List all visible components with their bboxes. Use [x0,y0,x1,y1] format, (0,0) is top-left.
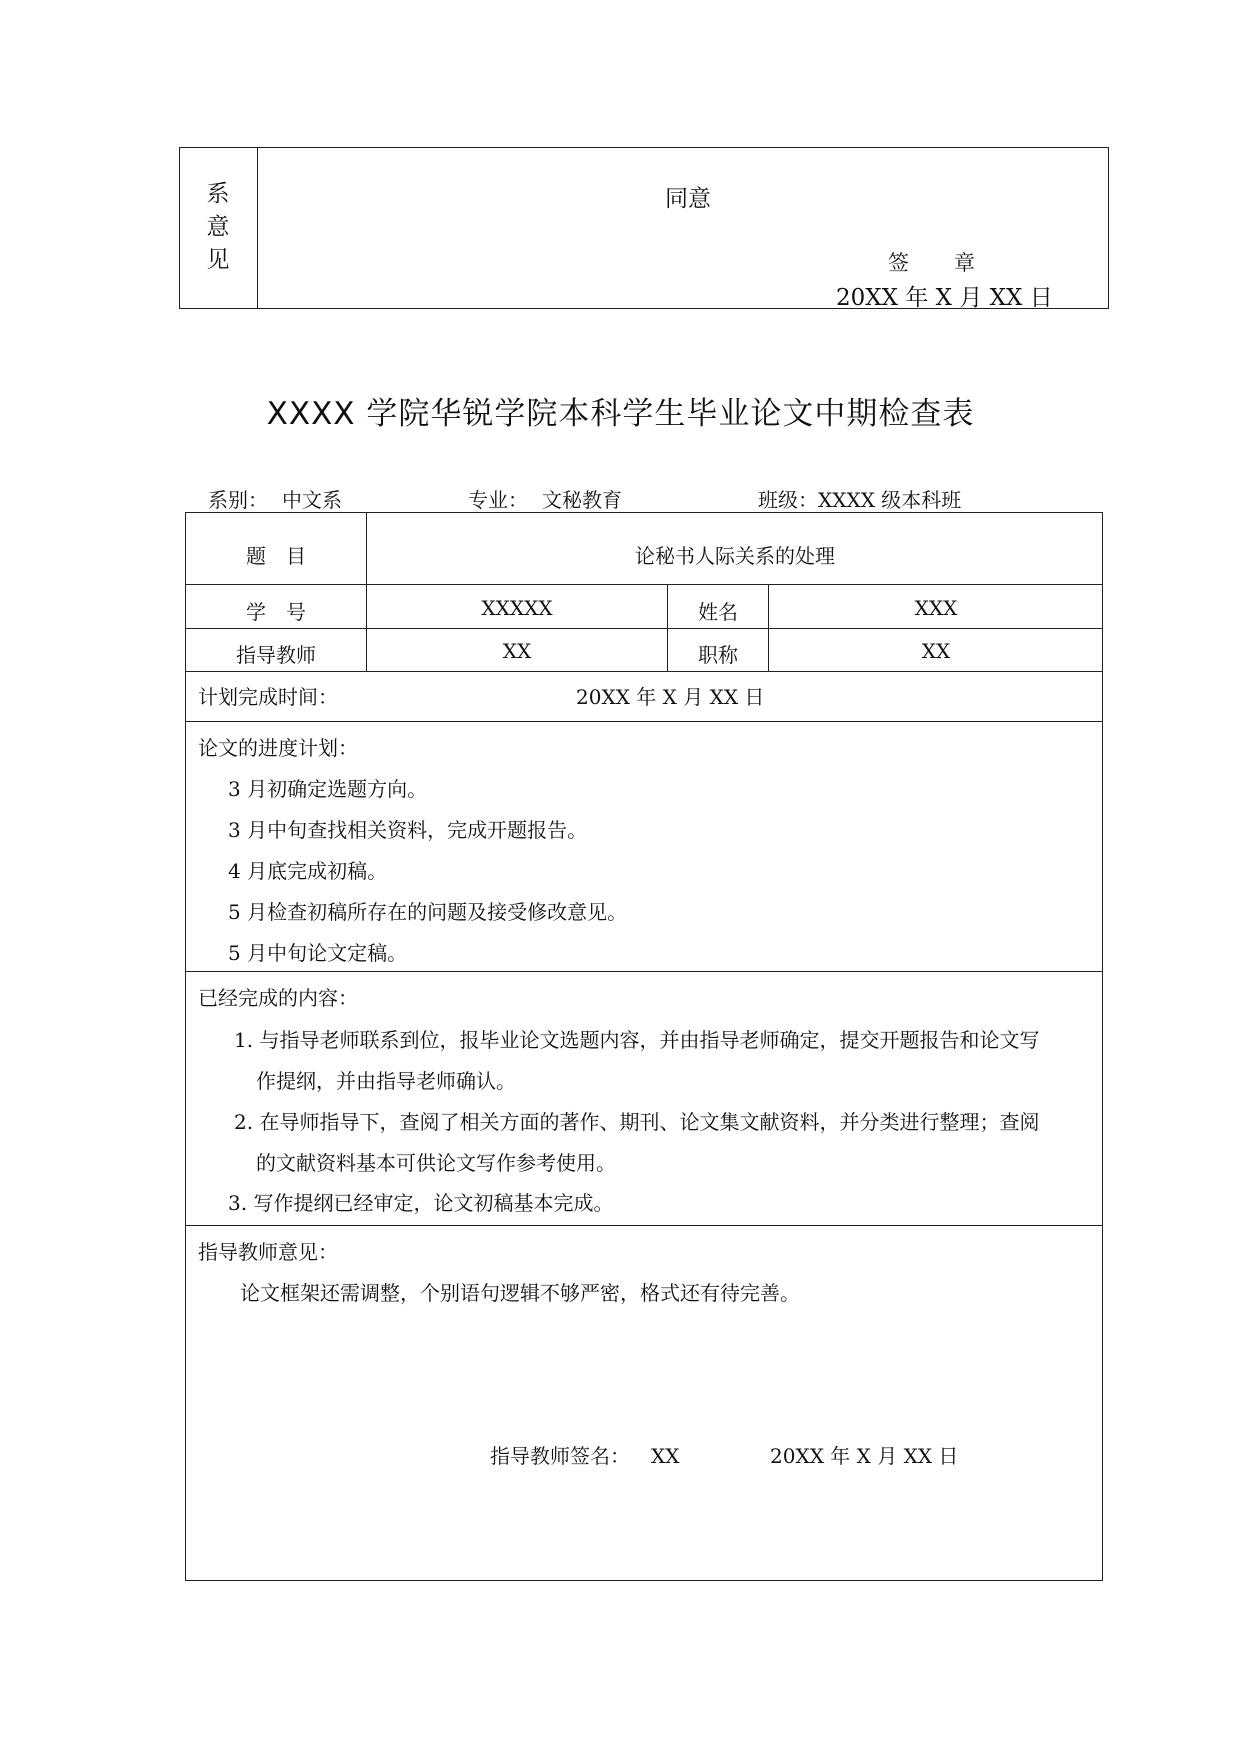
department-seal-line [888,247,976,277]
department-opinion-label-char: 系 [206,181,230,207]
advisor-signature-label: 指导教师签名： [490,1444,630,1468]
department-opinion-label-char: 见 [206,247,230,273]
department-opinion-date: 20XX 年 X 月 XX 日 [836,285,1053,311]
advisor-label: 指导教师 [236,643,316,667]
table-rule [185,628,1103,629]
professional-title-value: XX [921,639,951,663]
progress-plan-item: 5 月检查初稿所存在的问题及接受修改意见。 [228,900,628,924]
completed-content-heading: 已经完成的内容： [198,986,358,1010]
completed-item-2-line-2: 的文献资料基本可供论文写作参考使用。 [256,1151,616,1175]
advisor-opinion-text: 论文框架还需调整，个别语句逻辑不够严密，格式还有待完善。 [240,1281,800,1305]
progress-plan-item: 3 月初确定选题方向。 [228,777,428,801]
table-rule [185,721,1103,722]
class-label: 班级： [758,488,818,512]
plan-time-label: 计划完成时间： [198,685,338,709]
completed-item-3: 3. 写作提纲已经审定，论文初稿基本完成。 [228,1191,614,1215]
student-id-label: 学 号 [246,600,306,624]
name-value: XXX [914,596,958,620]
table-rule [185,1225,1103,1226]
progress-plan-list [228,769,627,974]
major-field [468,484,622,513]
progress-plan-item: 3 月中旬查找相关资料，完成开题报告。 [228,818,588,842]
department-label: 系别： [208,488,268,512]
department-opinion-label [179,178,257,277]
advisor-signature-date: 20XX 年 X 月 XX 日 [770,1444,959,1468]
completed-item-1-line-2: 作提纲，并由指导老师确认。 [256,1069,516,1093]
document-title: XXXX 学院华锐学院本科学生毕业论文中期检查表 [266,396,975,432]
department-value: 中文系 [282,488,342,512]
table-rule [185,671,1103,672]
progress-plan-item: 4 月底完成初稿。 [228,859,388,883]
major-value: 文秘教育 [542,488,622,512]
advisor-value: XX [502,639,532,663]
professional-title-label: 职称 [698,643,738,667]
department-seal-sign-char: 签 [888,251,910,275]
completed-item-2-line-1: 2. 在导师指导下，查阅了相关方面的著作、期刊、论文集文献资料，并分类进行整理；查阅 [234,1110,1040,1134]
plan-time-value: 20XX 年 X 月 XX 日 [576,685,765,709]
student-id-value: XXXXX [481,596,553,620]
department-opinion-divider [257,147,258,309]
department-field [208,484,342,513]
progress-plan-item: 5 月中旬论文定稿。 [228,941,408,965]
completed-item-1-line-1: 1. 与指导老师联系到位，报毕业论文选题内容，并由指导老师确定，提交开题报告和论文写 [234,1028,1040,1052]
progress-plan-heading: 论文的进度计划： [198,736,358,760]
topic-label: 题 目 [246,544,306,568]
department-opinion-text: 同意 [665,186,711,212]
advisor-signature-value: XX [651,1444,680,1468]
class-field [758,484,961,513]
class-value: XXXX 级本科班 [818,488,962,512]
advisor-opinion-heading: 指导教师意见： [198,1240,338,1264]
department-opinion-label-char: 意 [206,214,230,240]
name-label: 姓名 [698,600,738,624]
table-rule [185,584,1103,585]
topic-value: 论秘书人际关系的处理 [635,544,835,568]
department-seal-stamp-char: 章 [954,251,976,275]
major-label: 专业： [468,488,528,512]
